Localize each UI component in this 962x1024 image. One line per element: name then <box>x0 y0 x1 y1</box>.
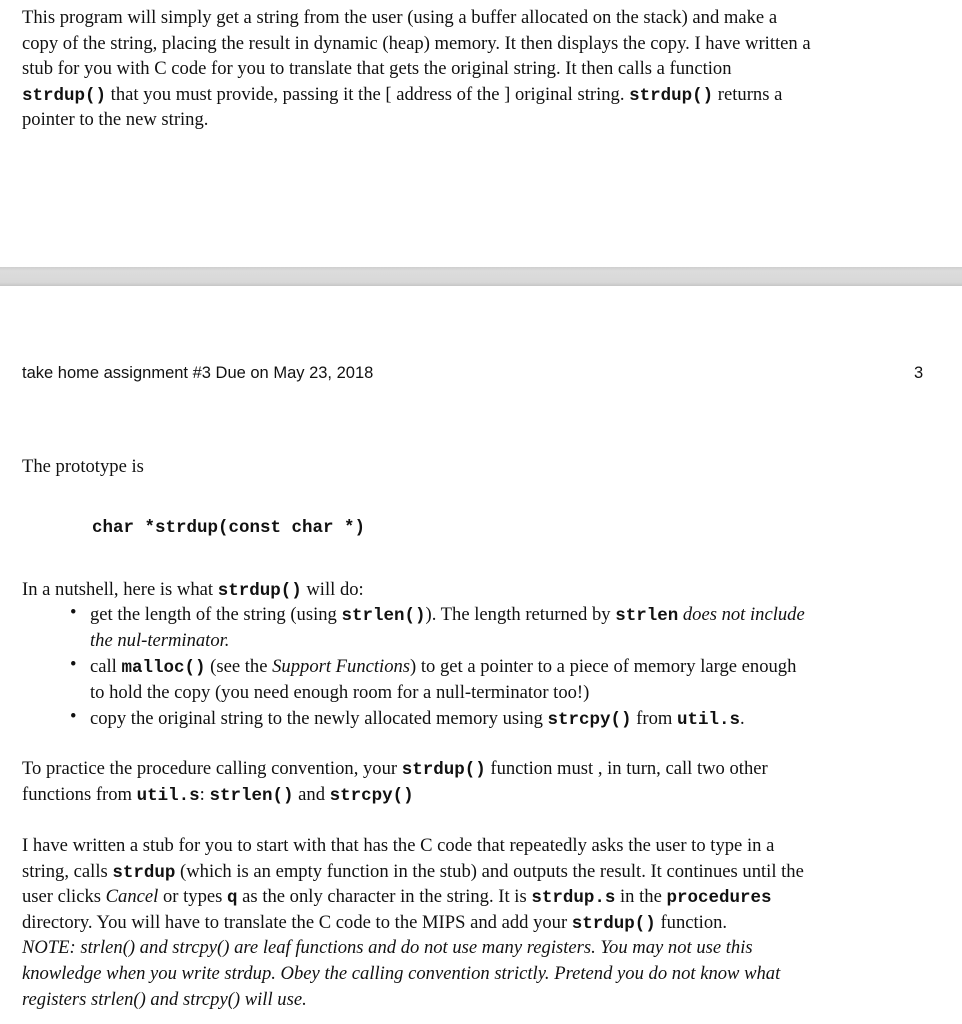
text-line <box>22 31 811 57</box>
text-line <box>22 884 804 910</box>
text-line <box>92 514 365 540</box>
code-text: strdup() <box>217 581 302 601</box>
intro-paragraph <box>22 5 811 133</box>
nutshell-intro <box>22 577 364 603</box>
text-line <box>22 82 811 108</box>
page-header-title: take home assignment #3 Due on May 23, 2018 <box>22 364 374 382</box>
body-text: from <box>631 708 677 729</box>
code-text: strdup <box>112 862 176 883</box>
text-line <box>22 782 768 808</box>
code-text: strdup() <box>22 85 107 106</box>
body-text: To practice the procedure calling convention, your <box>22 758 402 779</box>
code-text: char *strdup(const char *) <box>92 518 366 538</box>
bullet-icon: • <box>70 602 77 623</box>
text-line <box>22 961 804 987</box>
body-text: ). The length returned by <box>425 604 616 625</box>
body-text: ) to get a pointer to a piece of memory large enough <box>410 656 797 677</box>
body-text: get the length of the string (using <box>90 604 342 625</box>
bullet-icon: • <box>70 706 77 727</box>
body-text: will do: <box>301 579 364 600</box>
body-text: . <box>740 708 745 729</box>
code-text: malloc() <box>121 658 206 678</box>
text-line <box>22 56 811 82</box>
text-line <box>22 107 811 133</box>
body-text: copy of the string, placing the result in dynamic (heap) memory. It then displays the copy. I have written a <box>22 32 811 54</box>
body-text: functions from <box>22 783 137 805</box>
text-line <box>90 602 805 628</box>
code-text: strdup() <box>571 913 656 934</box>
bullet-text <box>90 654 796 705</box>
body-text: copy the original string to the newly allocated memory using <box>90 708 548 729</box>
body-text: stub for you with C code for you to translate that gets the original string. It then calls a function <box>22 58 732 80</box>
text-line <box>90 654 796 680</box>
prototype-code <box>92 514 365 540</box>
code-text: q <box>227 888 238 909</box>
prototype-intro <box>22 454 144 480</box>
italic-text: registers strlen() and strcpy() will use. <box>22 988 307 1010</box>
text-line <box>22 910 804 936</box>
stub-paragraph <box>22 833 804 1012</box>
text-line <box>22 577 364 603</box>
text-line <box>22 859 804 885</box>
code-text: strlen() <box>341 606 426 626</box>
italic-text: NOTE: strlen() and strcpy() are leaf functions and do not use many registers. You may not use this <box>22 937 753 959</box>
body-text: and <box>293 783 330 805</box>
page-separator <box>0 267 962 286</box>
bullet-text <box>90 706 745 732</box>
text-line <box>22 833 804 859</box>
body-text: This program will simply get a string from the user (using a buffer allocated on the stack) and make a <box>22 7 778 28</box>
code-text: util.s <box>676 710 740 730</box>
body-text: or types <box>158 886 228 908</box>
code-text: strcpy() <box>329 785 414 806</box>
body-text: call <box>90 656 122 677</box>
text-line <box>22 987 804 1013</box>
code-text: strdup() <box>629 85 714 106</box>
italic-text: knowledge when you write strdup. Obey the calling convention strictly. Pretend you do not know what <box>22 962 781 984</box>
text-line <box>22 756 768 782</box>
code-text: strlen <box>615 606 679 626</box>
text-line <box>90 706 745 732</box>
bullet-text <box>90 602 805 653</box>
body-text: in the <box>615 886 667 908</box>
bullet-icon: • <box>70 654 77 675</box>
body-text: directory. You will have to translate the C code to the MIPS and add your <box>22 911 572 933</box>
code-text: strdup.s <box>531 888 616 909</box>
italic-text: does not include <box>682 604 805 625</box>
text-line <box>22 5 811 31</box>
body-text: I have written a stub for you to start with that has the C code that repeatedly asks the user to type in a <box>22 835 775 856</box>
practice-paragraph <box>22 756 768 807</box>
italic-text: Support Functions <box>272 656 411 677</box>
italic-text: Cancel <box>105 886 159 908</box>
body-text: string, calls <box>22 860 113 882</box>
code-text: procedures <box>666 888 772 909</box>
body-text: function must , in turn, call two other <box>485 758 768 779</box>
body-text: returns a <box>713 83 783 105</box>
body-text: user clicks <box>22 886 106 908</box>
code-text: strdup() <box>401 760 486 780</box>
body-text: to hold the copy (you need enough room for a null-terminator too!) <box>90 681 590 703</box>
body-text: The prototype is <box>22 456 144 477</box>
body-text: function. <box>655 911 728 933</box>
body-text: pointer to the new string. <box>22 109 209 131</box>
italic-text: the nul-terminator. <box>90 629 230 651</box>
text-line <box>22 454 144 480</box>
body-text: (which is an empty function in the stub) and outputs the result. It continues until the <box>175 860 804 882</box>
code-text: strlen() <box>209 785 294 806</box>
text-line <box>22 935 804 961</box>
body-text: (see the <box>205 656 273 677</box>
text-line <box>90 628 805 654</box>
body-text: as the only character in the string. It is <box>237 886 532 908</box>
code-text: strcpy() <box>547 710 632 730</box>
code-text: util.s <box>136 785 200 806</box>
text-line <box>90 680 796 706</box>
body-text: : <box>199 783 210 805</box>
body-text: In a nutshell, here is what <box>22 579 218 600</box>
page-number: 3 <box>914 364 924 382</box>
body-text: that you must provide, passing it the [ address of the ] original string. <box>106 83 630 105</box>
